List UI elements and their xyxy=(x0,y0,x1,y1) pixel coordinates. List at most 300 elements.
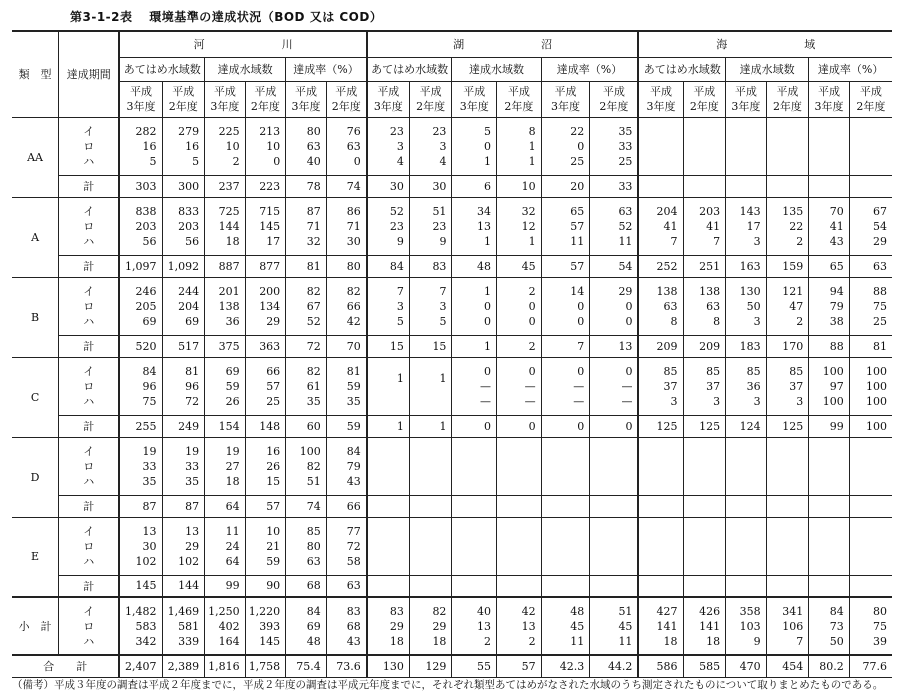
lake-value: 51 23 9 xyxy=(409,197,452,255)
lake-grand-total-value: 130 xyxy=(367,655,410,677)
river-value: 282 16 5 xyxy=(119,117,162,175)
lake-grand-total-value: 44.2 xyxy=(590,655,639,677)
lake-total-value: 48 xyxy=(452,255,497,277)
river-sub-header: あてはめ水域数 xyxy=(119,57,204,81)
period-total-label: 計 xyxy=(59,335,120,357)
sea-value xyxy=(766,117,809,175)
lake-subtotal-value: 48 45 11 xyxy=(541,597,590,655)
lake-value xyxy=(497,437,542,495)
type-label: B xyxy=(12,277,59,357)
lake-value: 52 23 9 xyxy=(367,197,410,255)
lake-total-value: 20 xyxy=(541,175,590,197)
river-value: 725 144 18 xyxy=(205,197,246,255)
sea-total-value: 125 xyxy=(766,415,809,437)
sea-value xyxy=(809,517,850,575)
sea-value xyxy=(726,437,767,495)
lake-year-header: 平成 3年度 xyxy=(452,81,497,117)
sea-year-header: 平成 3年度 xyxy=(638,81,683,117)
river-total-value: 154 xyxy=(205,415,246,437)
river-value: 19 33 35 xyxy=(162,437,205,495)
lake-value xyxy=(409,437,452,495)
sea-total-value xyxy=(638,495,683,517)
river-total-value: 249 xyxy=(162,415,205,437)
sea-sub-header: 達成率（%） xyxy=(809,57,892,81)
river-total-value: 223 xyxy=(245,175,286,197)
lake-value xyxy=(452,437,497,495)
river-value: 833 203 56 xyxy=(162,197,205,255)
sea-total-value xyxy=(683,575,726,597)
sea-total-value: 251 xyxy=(683,255,726,277)
period-label: イ ロ ハ xyxy=(59,597,120,655)
river-total-value: 303 xyxy=(119,175,162,197)
sea-subtotal-value: 84 73 50 xyxy=(809,597,850,655)
lake-subtotal-value: 83 29 18 xyxy=(367,597,410,655)
sea-value xyxy=(638,517,683,575)
river-value: 838 203 56 xyxy=(119,197,162,255)
river-total-value: 87 xyxy=(119,495,162,517)
lake-total-value: 0 xyxy=(541,415,590,437)
river-value: 76 63 0 xyxy=(326,117,367,175)
lake-total-value: 1 xyxy=(367,415,410,437)
river-value: 225 10 2 xyxy=(205,117,246,175)
lake-total-value xyxy=(409,575,452,597)
lake-total-value xyxy=(409,495,452,517)
lake-sub-header: 達成水域数 xyxy=(452,57,541,81)
sea-total-value: 100 xyxy=(849,415,892,437)
sea-total-value xyxy=(766,575,809,597)
sea-total-value xyxy=(809,495,850,517)
sea-value xyxy=(683,437,726,495)
sea-value: 70 41 43 xyxy=(809,197,850,255)
lake-grand-total-value: 57 xyxy=(497,655,542,677)
sea-value: 143 17 3 xyxy=(726,197,767,255)
lake-value: 0 — — xyxy=(497,357,542,415)
lake-value: 63 52 11 xyxy=(590,197,639,255)
lake-value: 29 0 0 xyxy=(590,277,639,335)
river-value: 77 72 58 xyxy=(326,517,367,575)
sea-subtotal-value: 426 141 18 xyxy=(683,597,726,655)
lake-total-value: 33 xyxy=(590,175,639,197)
river-total-value: 74 xyxy=(286,495,327,517)
sea-total-value: 159 xyxy=(766,255,809,277)
lake-total-value: 57 xyxy=(541,255,590,277)
river-total-value: 57 xyxy=(245,495,286,517)
river-total-value: 63 xyxy=(326,575,367,597)
lake-total-value: 0 xyxy=(452,415,497,437)
sea-value: 121 47 2 xyxy=(766,277,809,335)
sea-total-value: 209 xyxy=(638,335,683,357)
lake-subtotal-value: 42 13 2 xyxy=(497,597,542,655)
sea-total-value xyxy=(809,175,850,197)
river-subtotal-value: 83 68 43 xyxy=(326,597,367,655)
lake-total-value: 30 xyxy=(367,175,410,197)
sea-total-value: 125 xyxy=(683,415,726,437)
sea-sub-header: 達成水域数 xyxy=(726,57,809,81)
river-value: 13 30 102 xyxy=(119,517,162,575)
sea-value: 204 41 7 xyxy=(638,197,683,255)
sea-value xyxy=(726,117,767,175)
sea-value xyxy=(809,437,850,495)
period-label: イ ロ ハ xyxy=(59,357,120,415)
river-year-header: 平成 2年度 xyxy=(162,81,205,117)
sea-value: 203 41 7 xyxy=(683,197,726,255)
period-total-label: 計 xyxy=(59,495,120,517)
lake-sub-header: 達成率（%） xyxy=(541,57,638,81)
sea-year-header: 平成 3年度 xyxy=(726,81,767,117)
lake-value xyxy=(541,517,590,575)
sea-value: 94 79 38 xyxy=(809,277,850,335)
lake-total-value: 1 xyxy=(409,415,452,437)
river-value: 213 10 0 xyxy=(245,117,286,175)
sea-total-value xyxy=(849,575,892,597)
sea-value: 67 54 29 xyxy=(849,197,892,255)
sea-total-value xyxy=(766,495,809,517)
river-grand-total-value: 2,407 xyxy=(119,655,162,677)
lake-total-value: 30 xyxy=(409,175,452,197)
river-value: 279 16 5 xyxy=(162,117,205,175)
river-grand-total-value: 2,389 xyxy=(162,655,205,677)
period-total-label: 計 xyxy=(59,415,120,437)
lake-value: 34 13 1 xyxy=(452,197,497,255)
lake-value: 1 0 0 xyxy=(452,277,497,335)
lake-total-value xyxy=(452,495,497,517)
river-value: 200 134 29 xyxy=(245,277,286,335)
river-grand-total-value: 73.6 xyxy=(326,655,367,677)
sea-total-value: 125 xyxy=(638,415,683,437)
grand-total-label: 合 計 xyxy=(12,655,119,677)
period-label: イ ロ ハ xyxy=(59,437,120,495)
river-total-value: 145 xyxy=(119,575,162,597)
river-grand-total-value: 1,758 xyxy=(245,655,286,677)
period-total-label: 計 xyxy=(59,255,120,277)
lake-value: 1 xyxy=(367,357,410,415)
sea-total-value: 99 xyxy=(809,415,850,437)
footnote: （備考）平成３年度の調査は平成２年度までに，平成２年度の調査は平成元年度までに，それぞれ類型あてはめがなされた水域のうち測定されたものについて取りまとめたものである。 xyxy=(12,679,884,691)
lake-value: 8 1 1 xyxy=(497,117,542,175)
sea-total-value xyxy=(726,575,767,597)
sea-total-value xyxy=(726,495,767,517)
river-grand-total-value: 75.4 xyxy=(286,655,327,677)
river-total-value: 80 xyxy=(326,255,367,277)
lake-subtotal-value: 82 29 18 xyxy=(409,597,452,655)
lake-value: 32 12 1 xyxy=(497,197,542,255)
river-subtotal-value: 1,482 583 342 xyxy=(119,597,162,655)
lake-total-value xyxy=(590,575,639,597)
subtotal-label: 小 計 xyxy=(12,597,59,655)
lake-value: 14 0 0 xyxy=(541,277,590,335)
table-number: 第3-1-2表 xyxy=(70,10,133,24)
lake-year-header: 平成 3年度 xyxy=(541,81,590,117)
river-total-value: 59 xyxy=(326,415,367,437)
river-total-value: 887 xyxy=(205,255,246,277)
achievement-table xyxy=(12,30,892,678)
lake-value: 65 57 11 xyxy=(541,197,590,255)
river-total-value: 99 xyxy=(205,575,246,597)
sea-total-value: 183 xyxy=(726,335,767,357)
river-total-value: 877 xyxy=(245,255,286,277)
sea-value xyxy=(683,517,726,575)
sea-value: 85 37 3 xyxy=(683,357,726,415)
river-sub-header: 達成水域数 xyxy=(205,57,286,81)
river-value: 82 67 52 xyxy=(286,277,327,335)
sea-value xyxy=(849,117,892,175)
river-value: 81 96 72 xyxy=(162,357,205,415)
sea-value xyxy=(726,517,767,575)
river-value: 85 80 63 xyxy=(286,517,327,575)
sea-value xyxy=(638,437,683,495)
river-year-header: 平成 2年度 xyxy=(326,81,367,117)
lake-total-value: 83 xyxy=(409,255,452,277)
sea-grand-total-value: 585 xyxy=(683,655,726,677)
sea-value xyxy=(683,117,726,175)
sea-value: 138 63 8 xyxy=(638,277,683,335)
lake-value: 2 0 0 xyxy=(497,277,542,335)
river-subtotal-value: 1,469 581 339 xyxy=(162,597,205,655)
river-total-value: 300 xyxy=(162,175,205,197)
sea-value xyxy=(849,517,892,575)
lake-total-value: 2 xyxy=(497,335,542,357)
sea-value: 85 37 3 xyxy=(638,357,683,415)
lake-total-value: 0 xyxy=(590,415,639,437)
lake-total-value xyxy=(497,575,542,597)
river-total-value: 90 xyxy=(245,575,286,597)
sea-year-header: 平成 2年度 xyxy=(849,81,892,117)
sea-grand-total-value: 454 xyxy=(766,655,809,677)
river-total-value: 517 xyxy=(162,335,205,357)
sea-subtotal-value: 358 103 9 xyxy=(726,597,767,655)
river-total-value: 148 xyxy=(245,415,286,437)
river-value: 715 145 17 xyxy=(245,197,286,255)
lake-subtotal-value: 51 45 11 xyxy=(590,597,639,655)
sea-grand-total-value: 470 xyxy=(726,655,767,677)
river-total-value: 68 xyxy=(286,575,327,597)
sea-total-value xyxy=(849,175,892,197)
sea-total-value: 163 xyxy=(726,255,767,277)
lake-total-value: 13 xyxy=(590,335,639,357)
sea-sub-header: あてはめ水域数 xyxy=(638,57,725,81)
river-total-value: 87 xyxy=(162,495,205,517)
lake-value xyxy=(590,437,639,495)
river-value: 19 27 18 xyxy=(205,437,246,495)
type-label: D xyxy=(12,437,59,517)
lake-value: 35 33 25 xyxy=(590,117,639,175)
sea-total-value: 209 xyxy=(683,335,726,357)
river-value: 244 204 69 xyxy=(162,277,205,335)
lake-grand-total-value: 42.3 xyxy=(541,655,590,677)
river-total-value: 78 xyxy=(286,175,327,197)
lake-value: 23 3 4 xyxy=(367,117,410,175)
river-value: 84 96 75 xyxy=(119,357,162,415)
river-value: 81 59 35 xyxy=(326,357,367,415)
river-year-header: 平成 3年度 xyxy=(119,81,162,117)
period-label: イ ロ ハ xyxy=(59,277,120,335)
river-value: 11 24 64 xyxy=(205,517,246,575)
sea-value xyxy=(766,437,809,495)
river-subtotal-value: 1,250 402 164 xyxy=(205,597,246,655)
river-total-value: 1,092 xyxy=(162,255,205,277)
river-value: 13 29 102 xyxy=(162,517,205,575)
period-total-label: 計 xyxy=(59,575,120,597)
river-grand-total-value: 1,816 xyxy=(205,655,246,677)
lake-total-value xyxy=(367,495,410,517)
period-label: イ ロ ハ xyxy=(59,517,120,575)
sea-total-value xyxy=(683,495,726,517)
header-type: 類 型 xyxy=(12,31,59,117)
river-total-value: 1,097 xyxy=(119,255,162,277)
sea-value: 100 100 100 xyxy=(849,357,892,415)
river-value: 66 57 25 xyxy=(245,357,286,415)
lake-value: 7 3 5 xyxy=(409,277,452,335)
sea-value xyxy=(766,517,809,575)
river-total-value: 255 xyxy=(119,415,162,437)
river-total-value: 60 xyxy=(286,415,327,437)
river-total-value: 66 xyxy=(326,495,367,517)
lake-total-value: 45 xyxy=(497,255,542,277)
river-value: 246 205 69 xyxy=(119,277,162,335)
lake-total-value: 0 xyxy=(497,415,542,437)
lake-value xyxy=(452,517,497,575)
lake-total-value xyxy=(590,495,639,517)
sea-value: 85 37 3 xyxy=(766,357,809,415)
sea-value: 138 63 8 xyxy=(683,277,726,335)
river-year-header: 平成 3年度 xyxy=(205,81,246,117)
river-value: 16 26 15 xyxy=(245,437,286,495)
sea-year-header: 平成 3年度 xyxy=(809,81,850,117)
type-label: A xyxy=(12,197,59,277)
lake-subtotal-value: 40 13 2 xyxy=(452,597,497,655)
sea-total-value: 124 xyxy=(726,415,767,437)
river-total-value: 520 xyxy=(119,335,162,357)
lake-value: 7 3 5 xyxy=(367,277,410,335)
sea-value xyxy=(849,437,892,495)
period-label: イ ロ ハ xyxy=(59,117,120,175)
river-total-value: 74 xyxy=(326,175,367,197)
lake-value: 22 0 25 xyxy=(541,117,590,175)
river-value: 80 63 40 xyxy=(286,117,327,175)
river-subtotal-value: 84 69 48 xyxy=(286,597,327,655)
sea-subtotal-value: 427 141 18 xyxy=(638,597,683,655)
type-label: C xyxy=(12,357,59,437)
river-total-value: 237 xyxy=(205,175,246,197)
sea-total-value xyxy=(726,175,767,197)
sea-value: 100 97 100 xyxy=(809,357,850,415)
lake-value xyxy=(497,517,542,575)
type-label: E xyxy=(12,517,59,597)
sea-value: 135 22 2 xyxy=(766,197,809,255)
river-year-header: 平成 2年度 xyxy=(245,81,286,117)
sea-grand-total-value: 80.2 xyxy=(809,655,850,677)
lake-grand-total-value: 55 xyxy=(452,655,497,677)
sea-total-value xyxy=(638,575,683,597)
sea-subtotal-value: 80 75 39 xyxy=(849,597,892,655)
lake-grand-total-value: 129 xyxy=(409,655,452,677)
lake-total-value: 1 xyxy=(452,335,497,357)
lake-total-value xyxy=(452,575,497,597)
river-value: 201 138 36 xyxy=(205,277,246,335)
lake-value: 5 0 1 xyxy=(452,117,497,175)
lake-total-value: 10 xyxy=(497,175,542,197)
river-total-value: 64 xyxy=(205,495,246,517)
sea-value: 88 75 25 xyxy=(849,277,892,335)
header-period: 達成期間 xyxy=(59,31,120,117)
river-value: 82 66 42 xyxy=(326,277,367,335)
lake-value: 0 — — xyxy=(452,357,497,415)
lake-value: 0 — — xyxy=(590,357,639,415)
sea-total-value xyxy=(638,175,683,197)
lake-value: 23 3 4 xyxy=(409,117,452,175)
sea-total-value: 81 xyxy=(849,335,892,357)
table-title xyxy=(70,8,382,25)
lake-value xyxy=(409,517,452,575)
sea-total-value: 252 xyxy=(638,255,683,277)
sea-grand-total-value: 586 xyxy=(638,655,683,677)
sea-value xyxy=(638,117,683,175)
lake-total-value xyxy=(367,575,410,597)
lake-value xyxy=(367,437,410,495)
type-label: AA xyxy=(12,117,59,197)
lake-year-header: 平成 3年度 xyxy=(367,81,410,117)
river-value: 10 21 59 xyxy=(245,517,286,575)
sea-value: 130 50 3 xyxy=(726,277,767,335)
lake-total-value: 15 xyxy=(409,335,452,357)
lake-total-value xyxy=(541,495,590,517)
lake-total-value: 84 xyxy=(367,255,410,277)
period-label: イ ロ ハ xyxy=(59,197,120,255)
lake-year-header: 平成 2年度 xyxy=(590,81,639,117)
sea-subtotal-value: 341 106 7 xyxy=(766,597,809,655)
sea-total-value xyxy=(809,575,850,597)
lake-value xyxy=(367,517,410,575)
river-value: 100 82 51 xyxy=(286,437,327,495)
river-value: 69 59 26 xyxy=(205,357,246,415)
sea-total-value xyxy=(766,175,809,197)
river-year-header: 平成 3年度 xyxy=(286,81,327,117)
river-total-value: 144 xyxy=(162,575,205,597)
sea-grand-total-value: 77.6 xyxy=(849,655,892,677)
river-subtotal-value: 1,220 393 145 xyxy=(245,597,286,655)
sea-value: 85 36 3 xyxy=(726,357,767,415)
lake-total-value xyxy=(497,495,542,517)
sea-total-value xyxy=(683,175,726,197)
sea-year-header: 平成 2年度 xyxy=(683,81,726,117)
sea-total-value: 65 xyxy=(809,255,850,277)
lake-sub-header: あてはめ水域数 xyxy=(367,57,452,81)
river-value: 87 71 32 xyxy=(286,197,327,255)
river-total-value: 375 xyxy=(205,335,246,357)
sea-year-header: 平成 2年度 xyxy=(766,81,809,117)
header-sea: 海 域 xyxy=(638,31,892,57)
river-value: 19 33 35 xyxy=(119,437,162,495)
river-total-value: 70 xyxy=(326,335,367,357)
header-lake: 湖 沼 xyxy=(367,31,639,57)
river-value: 86 71 30 xyxy=(326,197,367,255)
river-total-value: 81 xyxy=(286,255,327,277)
sea-total-value xyxy=(849,495,892,517)
lake-value xyxy=(541,437,590,495)
header-river: 河 川 xyxy=(119,31,366,57)
period-total-label: 計 xyxy=(59,175,120,197)
river-total-value: 72 xyxy=(286,335,327,357)
lake-year-header: 平成 2年度 xyxy=(497,81,542,117)
sea-total-value: 63 xyxy=(849,255,892,277)
lake-year-header: 平成 2年度 xyxy=(409,81,452,117)
lake-value: 0 — — xyxy=(541,357,590,415)
lake-total-value: 7 xyxy=(541,335,590,357)
table-title-text: 環境基準の達成状況（BOD 又は COD） xyxy=(149,10,383,24)
river-value: 82 61 35 xyxy=(286,357,327,415)
lake-total-value: 54 xyxy=(590,255,639,277)
lake-total-value xyxy=(541,575,590,597)
